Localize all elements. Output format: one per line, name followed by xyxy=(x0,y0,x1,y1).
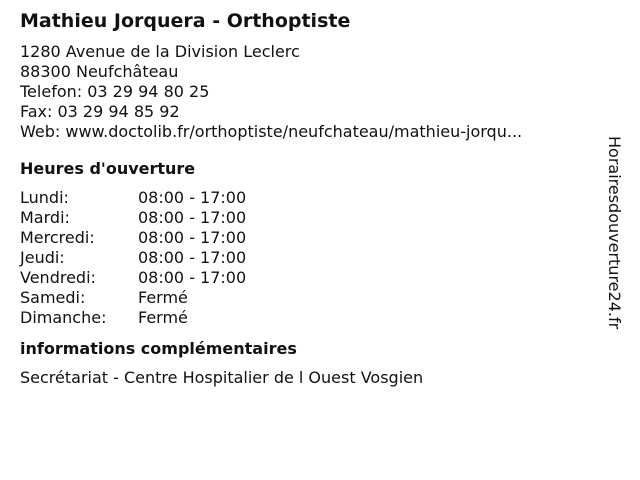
hours-row-friday xyxy=(20,268,600,288)
business-card xyxy=(20,8,600,388)
hours-row-wednesday xyxy=(20,228,600,248)
day-label: Mercredi: xyxy=(20,228,95,247)
fax-line: Fax: 03 29 94 85 92 xyxy=(20,102,180,121)
hours-row-saturday xyxy=(20,288,600,308)
hours-row-thursday xyxy=(20,248,600,268)
hours-row-tuesday xyxy=(20,208,600,228)
day-label: Vendredi: xyxy=(20,268,96,287)
business-title: Mathieu Jorquera - Orthoptiste xyxy=(20,10,351,32)
day-label: Jeudi: xyxy=(20,248,65,267)
opening-hours-table xyxy=(20,188,600,328)
contact-block xyxy=(20,42,600,142)
additional-info-heading: informations complémentaires xyxy=(20,339,297,358)
web-line: Web: www.doctolib.fr/orthoptiste/neufchateau/mathieu-jorqu... xyxy=(20,122,523,141)
day-hours: 08:00 - 17:00 xyxy=(138,188,247,207)
additional-info-text: Secrétariat - Centre Hospitalier de l Ouest Vosgien xyxy=(20,368,424,387)
address-city: 88300 Neufchâteau xyxy=(20,62,179,81)
hours-row-monday xyxy=(20,188,600,208)
day-label: Dimanche: xyxy=(20,308,107,327)
opening-hours-heading: Heures d'ouverture xyxy=(20,159,196,178)
day-hours: 08:00 - 17:00 xyxy=(138,208,247,227)
day-hours: Fermé xyxy=(138,288,188,307)
day-label: Lundi: xyxy=(20,188,69,207)
day-hours: 08:00 - 17:00 xyxy=(138,248,247,267)
day-label: Mardi: xyxy=(20,208,70,227)
day-label: Samedi: xyxy=(20,288,86,307)
day-hours: Fermé xyxy=(138,308,188,327)
phone-line: Telefon: 03 29 94 80 25 xyxy=(20,82,210,101)
address-street: 1280 Avenue de la Division Leclerc xyxy=(20,42,300,61)
site-watermark: Horairesdouverture24.fr xyxy=(605,136,624,330)
day-hours: 08:00 - 17:00 xyxy=(138,268,247,287)
hours-row-sunday xyxy=(20,308,600,328)
day-hours: 08:00 - 17:00 xyxy=(138,228,247,247)
